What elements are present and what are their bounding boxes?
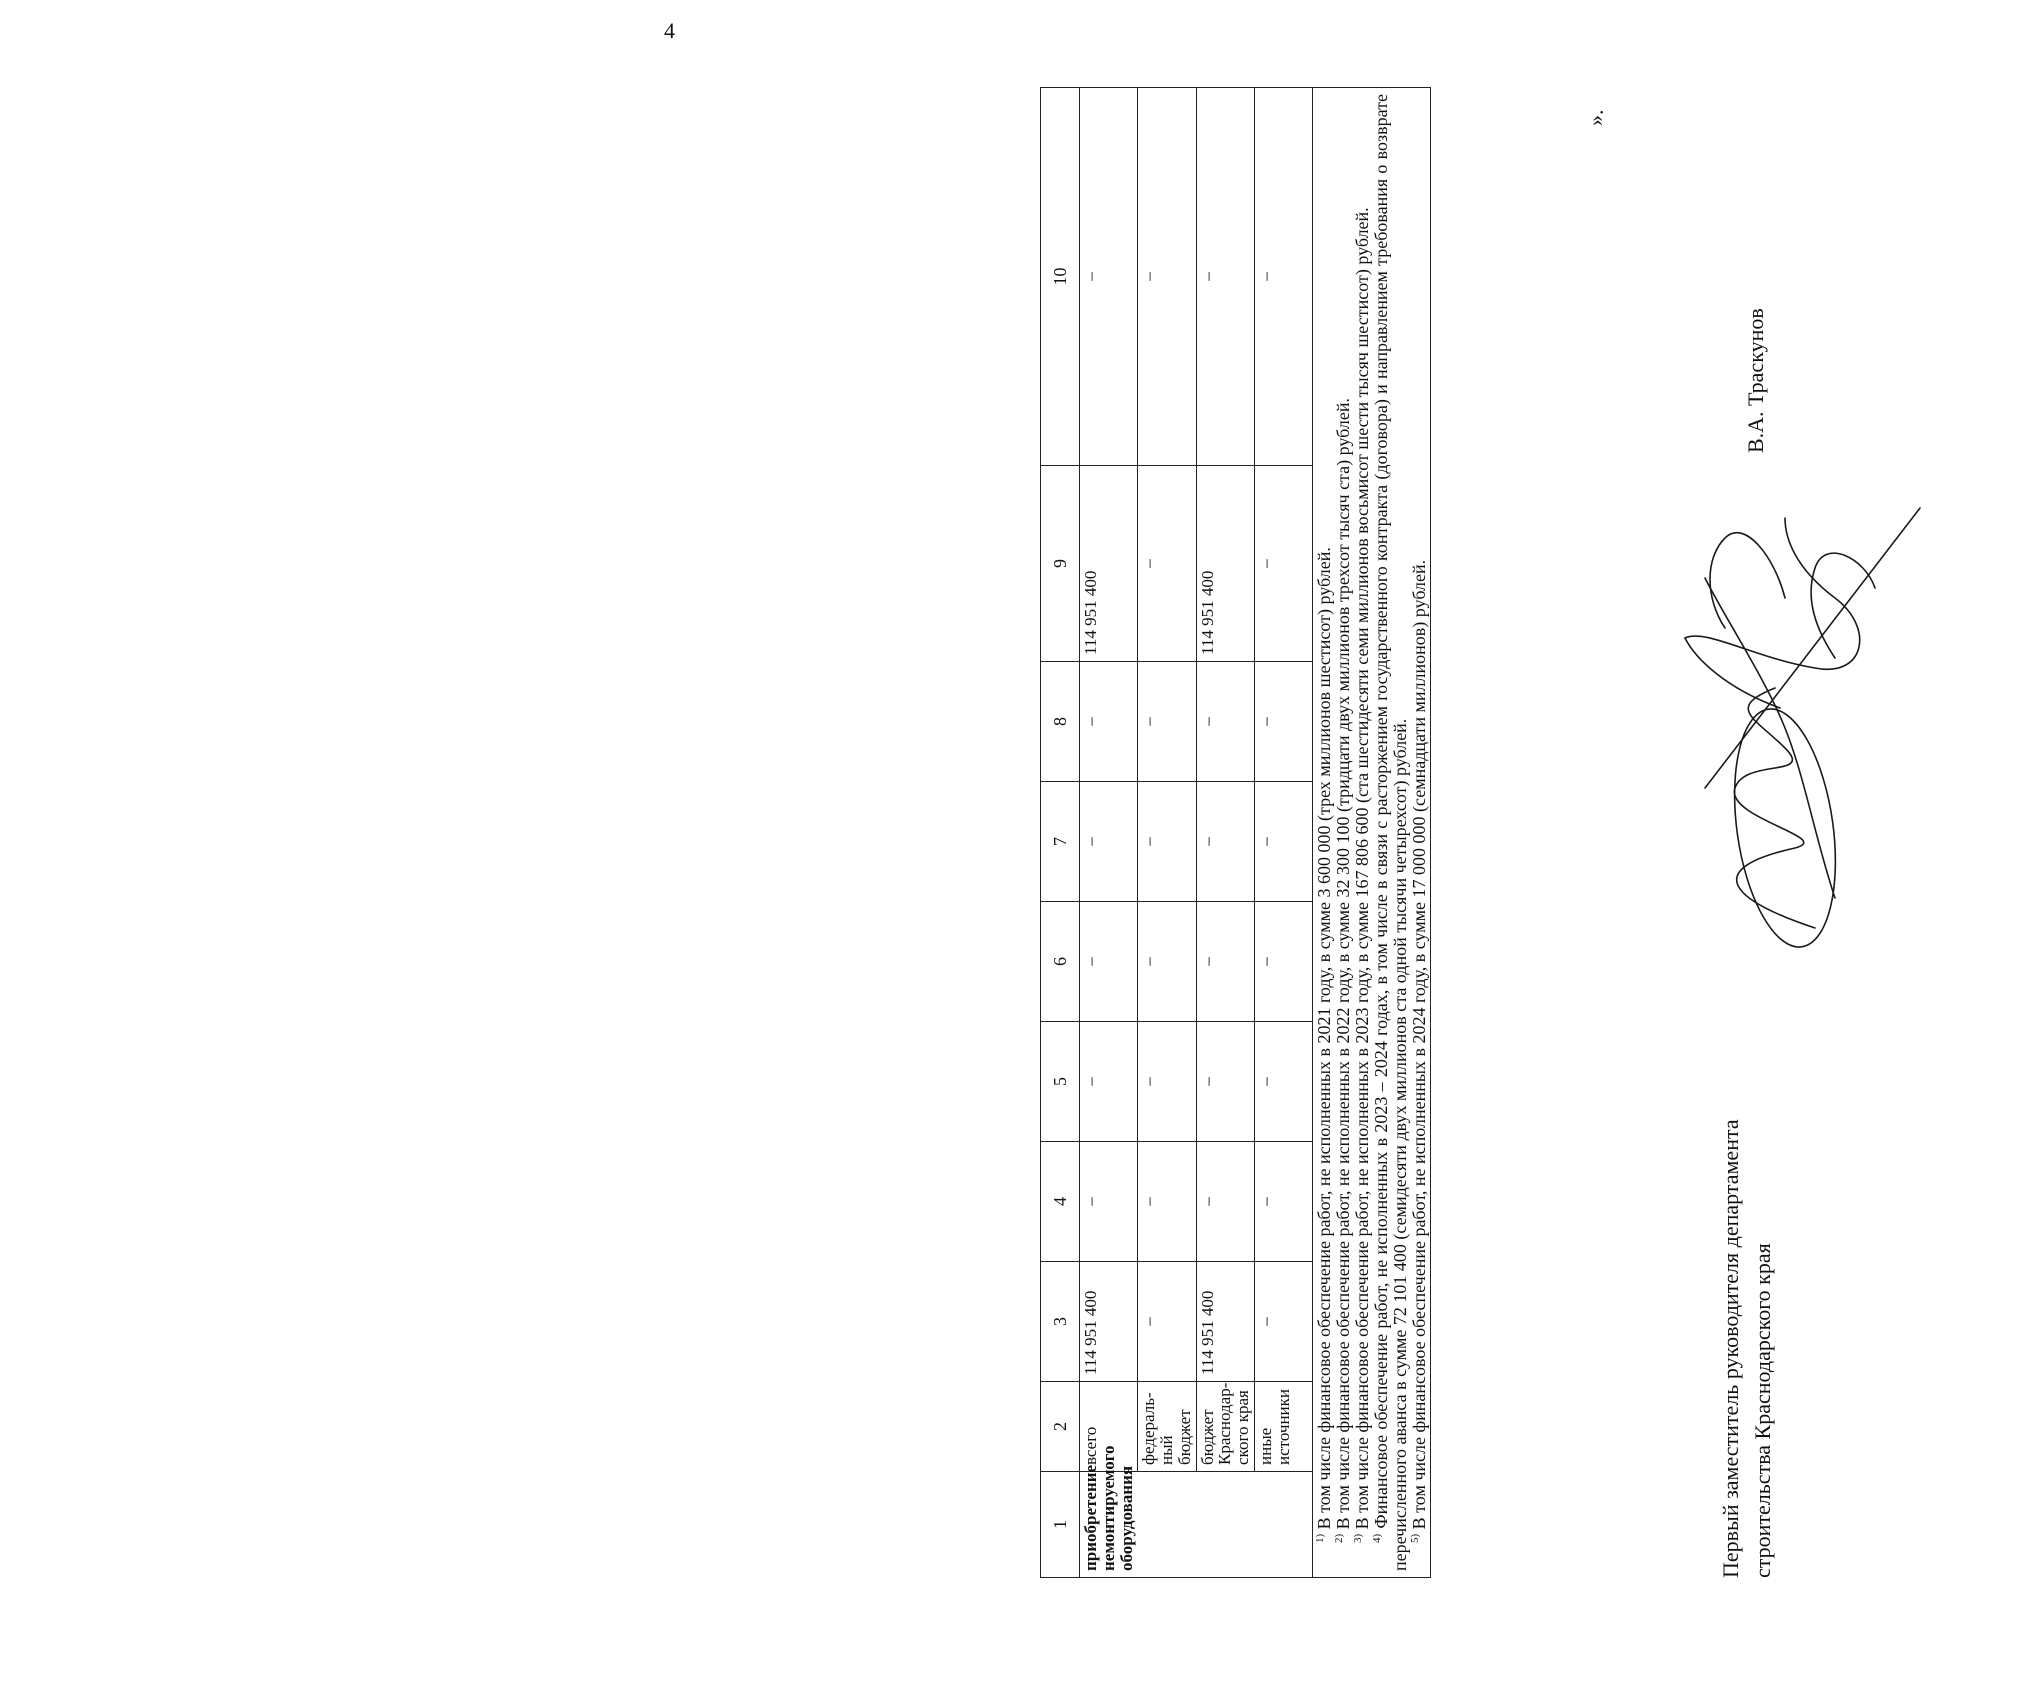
table-cell: – bbox=[1196, 662, 1255, 782]
footnote-mark: 1) bbox=[1314, 1533, 1327, 1543]
footnotes-row bbox=[1313, 88, 1431, 1578]
column-header: 5 bbox=[1041, 1022, 1080, 1142]
column-header: 9 bbox=[1041, 466, 1080, 662]
signatory-title-line: строительства Краснодарского края bbox=[1750, 1243, 1775, 1578]
table-cell: – bbox=[1196, 88, 1255, 466]
footnote-4 bbox=[1372, 94, 1410, 1571]
table-cell: – bbox=[1255, 88, 1313, 466]
table-cell: – bbox=[1255, 902, 1313, 1022]
table-cell: – bbox=[1255, 782, 1313, 902]
table-row bbox=[1255, 88, 1313, 1578]
footnote-mark: 4) bbox=[1370, 1533, 1383, 1543]
table-cell: – bbox=[1138, 88, 1197, 466]
column-header: 2 bbox=[1041, 1382, 1080, 1472]
table-cell: – bbox=[1196, 782, 1255, 902]
handwritten-signature bbox=[1665, 498, 1925, 958]
table-cell: 114 951 400 bbox=[1080, 466, 1138, 662]
column-header: 7 bbox=[1041, 782, 1080, 902]
table-cell: – bbox=[1138, 782, 1197, 902]
rotated-landscape-content bbox=[1040, 88, 2020, 1578]
footnote-text: В том числе финансовое обеспечение работ, не исполненных в 2024 году, в сумме 17 000 000 (семнадцати миллионов) рублей. bbox=[1408, 559, 1429, 1530]
table-cell: – bbox=[1196, 902, 1255, 1022]
table-row bbox=[1196, 88, 1255, 1578]
footnote-2 bbox=[1334, 94, 1353, 1571]
table-cell: – bbox=[1196, 1142, 1255, 1262]
closing-quote: ». bbox=[1583, 109, 1608, 126]
table-cell: – bbox=[1138, 1022, 1197, 1142]
table-cell: – bbox=[1255, 466, 1313, 662]
column-header: 8 bbox=[1041, 662, 1080, 782]
funding-source: всего bbox=[1080, 1382, 1138, 1472]
table-cell: – bbox=[1080, 782, 1138, 902]
column-header: 3 bbox=[1041, 1262, 1080, 1382]
column-header: 10 bbox=[1041, 88, 1080, 466]
footnote-text: В том числе финансовое обеспечение работ, не исполненных в 2022 году, в сумме 32 300 100 (тридцати двух миллионов трехсот тысяч ста) рублей. bbox=[1332, 398, 1353, 1530]
table-header-row bbox=[1041, 88, 1080, 1578]
footnote-mark: 5) bbox=[1408, 1533, 1421, 1543]
table-cell: – bbox=[1080, 662, 1138, 782]
table-cell: – bbox=[1196, 1022, 1255, 1142]
footnotes bbox=[1313, 88, 1431, 1578]
signatory-title-line: Первый заместитель руководителя департамента bbox=[1718, 1119, 1743, 1578]
funding-source: иные источники bbox=[1255, 1382, 1313, 1472]
table-cell: – bbox=[1080, 1022, 1138, 1142]
table-cell: 114 951 400 bbox=[1080, 1262, 1138, 1382]
page-number: 4 bbox=[664, 18, 675, 43]
footnote-1 bbox=[1315, 94, 1334, 1571]
table-cell: – bbox=[1138, 1262, 1197, 1382]
footnote-5 bbox=[1410, 94, 1429, 1571]
footnote-3 bbox=[1353, 94, 1372, 1571]
financing-table bbox=[1040, 87, 1431, 1578]
column-header: 4 bbox=[1041, 1142, 1080, 1262]
footnote-mark: 3) bbox=[1351, 1533, 1364, 1543]
funding-source: федераль-ный бюджет bbox=[1138, 1382, 1197, 1472]
footnote-text: В том числе финансовое обеспечение работ, не исполненных в 2021 году, в сумме 3 600 000 (трех миллионов шестисот) рублей. bbox=[1314, 547, 1335, 1530]
table-cell: – bbox=[1255, 662, 1313, 782]
column-header: 1 bbox=[1041, 1472, 1080, 1578]
table-cell: – bbox=[1080, 88, 1138, 466]
table-cell: – bbox=[1138, 1142, 1197, 1262]
table-row bbox=[1138, 88, 1197, 1578]
table-cell: – bbox=[1080, 902, 1138, 1022]
funding-source: бюджет Краснодар-ского края bbox=[1196, 1382, 1255, 1472]
footnote-text: В том числе финансовое обеспечение работ, не исполненных в 2023 году, в сумме 167 806 600 (ста шестидесяти семи миллионов восьмисот шести тысяч шестисот) рублей. bbox=[1351, 207, 1372, 1530]
table-row bbox=[1080, 88, 1138, 1578]
table-cell: – bbox=[1255, 1142, 1313, 1262]
table-cell: – bbox=[1138, 902, 1197, 1022]
table-cell: 114 951 400 bbox=[1196, 1262, 1255, 1382]
row-title: приобретение немонтируемого оборудования bbox=[1080, 1472, 1313, 1578]
signatory-title bbox=[1715, 1119, 1779, 1578]
table-cell: – bbox=[1255, 1022, 1313, 1142]
table-cell: – bbox=[1255, 1262, 1313, 1382]
table-cell: – bbox=[1138, 662, 1197, 782]
table-cell: – bbox=[1080, 1142, 1138, 1262]
table-cell: – bbox=[1138, 466, 1197, 662]
signatory-name: В.А. Траскунов bbox=[1743, 308, 1768, 453]
column-header: 6 bbox=[1041, 902, 1080, 1022]
table-cell: 114 951 400 bbox=[1196, 466, 1255, 662]
footnote-text: Финансовое обеспечение работ, не исполненных в 2023 – 2024 годах, в том числе в связи с расторжением государственного контракта (договора) и направлением требования о возврате перечисленного аванса в сумме 72 101 400 (семидесяти двух миллионов ста одной тысячи четырехсот) рублей. bbox=[1370, 94, 1410, 1571]
footnote-mark: 2) bbox=[1332, 1533, 1345, 1543]
